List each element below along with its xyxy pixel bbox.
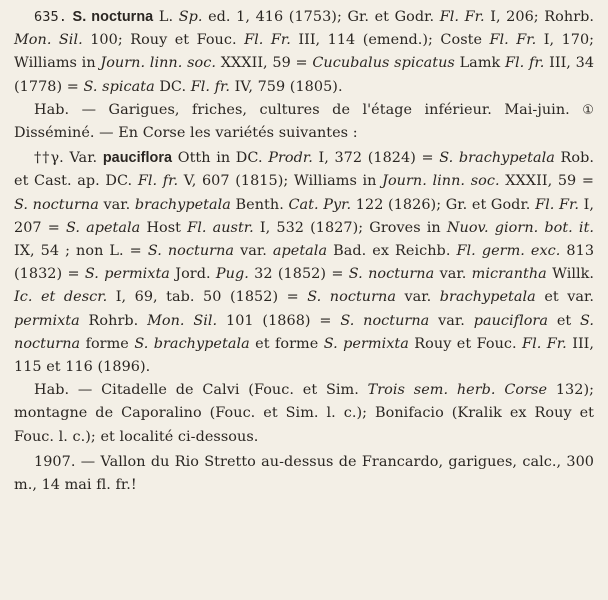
synonym: brachypetala (134, 196, 231, 213)
ref-detail: ed. 1, 416 (1753); Gr. et Godr. (208, 9, 435, 25)
ref-detail: 32 (1852) = (254, 266, 344, 283)
synonym: S. brachypetala (439, 150, 555, 167)
species-name: S. nocturna (72, 9, 154, 25)
variety-entry (14, 147, 594, 379)
ref-detail: var. (439, 266, 467, 283)
ref-title: Fl. fr. (190, 78, 231, 95)
synonym: pauciflora (473, 312, 548, 329)
synonym-author: Lamk (459, 55, 501, 72)
record-year: 1907. (34, 453, 76, 470)
ref-title: Cat. Pyr. (288, 196, 352, 213)
ref-detail: I, 69, tab. 50 (1852) = (115, 289, 299, 306)
ref-detail: et forme (255, 335, 319, 352)
synonym: S. apetala (65, 219, 141, 236)
ref-detail: III, 114 (emend.); Coste (298, 32, 483, 49)
ref-detail: I, 372 (1824) = (318, 150, 434, 167)
variety-author: Otth in DC. (177, 150, 263, 167)
ref-detail: var. (404, 289, 432, 306)
species-number: 635. (34, 9, 67, 25)
ref-title: Fl. Fr. (489, 32, 537, 49)
ref-title: Nuov. giorn. bot. it. (446, 219, 595, 236)
ref-detail: I, 170; Williams in (14, 32, 595, 72)
synonym: S. spicata (83, 78, 155, 95)
synonym: S. nocturna (147, 243, 235, 260)
record-text: — Vallon du Rio Stretto au-dessus de Francardo, garigues, calc., 300 m., 14 mai fl. fr.! (14, 453, 594, 494)
synonym: S. nocturna (14, 312, 595, 352)
synonym-author: Bad. ex Reichb. (333, 243, 451, 260)
synonym: S. nocturna (14, 196, 99, 213)
species-entry (14, 6, 594, 99)
ref-detail: V, 607 (1815); Williams in (183, 173, 377, 190)
synonym: brachypetala (439, 289, 536, 306)
ref-title: Fl. Fr. (522, 335, 567, 352)
synonym-author: Host (146, 219, 182, 236)
species-author: L. (158, 9, 174, 25)
ref-title: Mon. Sil. (147, 312, 218, 329)
annual-symbol-icon: ① (582, 102, 594, 118)
ref-detail: et (556, 312, 572, 329)
synonym: Cucubalus spicatus (312, 55, 455, 72)
ref-detail: I, 206; Rohrb. (490, 9, 595, 25)
ref-title: Fl. Fr. (244, 32, 291, 49)
synonym-author: Rob. et Cast. ap. DC. (14, 150, 595, 190)
ref-detail: forme (85, 335, 129, 352)
ref-detail: 813 (1832) = (14, 243, 595, 283)
ref-detail: XXXII, 59 = (505, 173, 594, 190)
ref-detail: 101 (1868) = (226, 312, 332, 329)
synonym: S. nocturna (340, 312, 430, 329)
synonym: S. nocturna (307, 289, 396, 306)
ref-title: Trois sem. herb. Corse (367, 382, 548, 399)
variety-name: pauciflora (102, 150, 173, 167)
synonym: S. brachypetala (134, 335, 250, 352)
ref-detail: var. (438, 312, 465, 329)
synonym-author: Jord. (175, 266, 211, 283)
ref-title: Fl. Fr. (439, 9, 485, 25)
synonym-author: Rohrb. (88, 312, 139, 329)
ref-detail: IX, 54 ; non L. = (14, 243, 142, 260)
ref-title: Fl. fr. (137, 173, 179, 190)
ref-detail: XXXII, 59 = (220, 55, 308, 72)
ref-detail: III, 34 (1778) = (14, 55, 595, 95)
ref-detail: I, 207 = (14, 196, 595, 236)
ref-detail: I, 532 (1827); Groves in (259, 219, 441, 236)
synonym-author: Willk. (552, 266, 595, 283)
synonym-author: Benth. (235, 196, 284, 213)
ref-title: Fl. germ. exc. (456, 243, 561, 260)
synonym: S. permixta (323, 335, 409, 352)
synonym: micrantha (471, 266, 547, 283)
habitat-text: Hab. — Garigues, friches, cultures de l'étage inférieur. Mai-juin. (34, 101, 570, 118)
ref-detail: 100; Rouy et Fouc. (90, 32, 237, 49)
ref-title: Mon. Sil. (14, 32, 83, 49)
ref-detail: 122 (1826); Gr. et Godr. (355, 196, 531, 213)
habitat-text-cont: 132); montagne de Caporalino (Fouc. et Sim. l. c.); Bonifacio (Kralik ex Rouy et Fouc. l. c.); et localité ci-dessous. (14, 382, 595, 445)
synonym-author: Rouy et Fouc. (414, 335, 517, 352)
ref-title: Prodr. (268, 150, 313, 167)
ref-detail: III, 115 et 116 (1896). (14, 335, 595, 376)
ref-title: Ic. et descr. (14, 289, 108, 306)
variety-marker: ††γ. (34, 150, 64, 167)
collection-record (14, 451, 594, 497)
ref-detail: var. (240, 243, 267, 260)
synonym: apetala (272, 243, 328, 260)
ref-detail: var. (103, 196, 131, 213)
ref-title: Fl. fr. (505, 55, 545, 72)
habitat-paragraph (14, 99, 594, 145)
synonym: S. nocturna (348, 266, 435, 283)
ref-title: Fl. Fr. (535, 196, 580, 213)
variety-prefix: Var. (69, 150, 98, 167)
habitat-paragraph-2 (14, 379, 594, 449)
ref-title: Journ. linn. soc. (100, 55, 216, 72)
ref-title: Journ. linn. soc. (382, 173, 500, 190)
ref-title: Sp. (178, 9, 203, 25)
synonym: S. permixta (84, 266, 170, 283)
synonym: permixta (14, 312, 80, 329)
ref-detail: IV, 759 (1805). (234, 78, 343, 95)
ref-title: Fl. austr. (187, 219, 254, 236)
ref-detail: et var. (544, 289, 595, 306)
synonym-author: DC. (159, 78, 187, 95)
habitat-text: Hab. — Citadelle de Calvi (Fouc. et Sim. (34, 382, 359, 399)
habitat-text-2: Disséminé. — En Corse les variétés suivantes : (14, 125, 358, 142)
ref-title: Pug. (215, 266, 249, 283)
